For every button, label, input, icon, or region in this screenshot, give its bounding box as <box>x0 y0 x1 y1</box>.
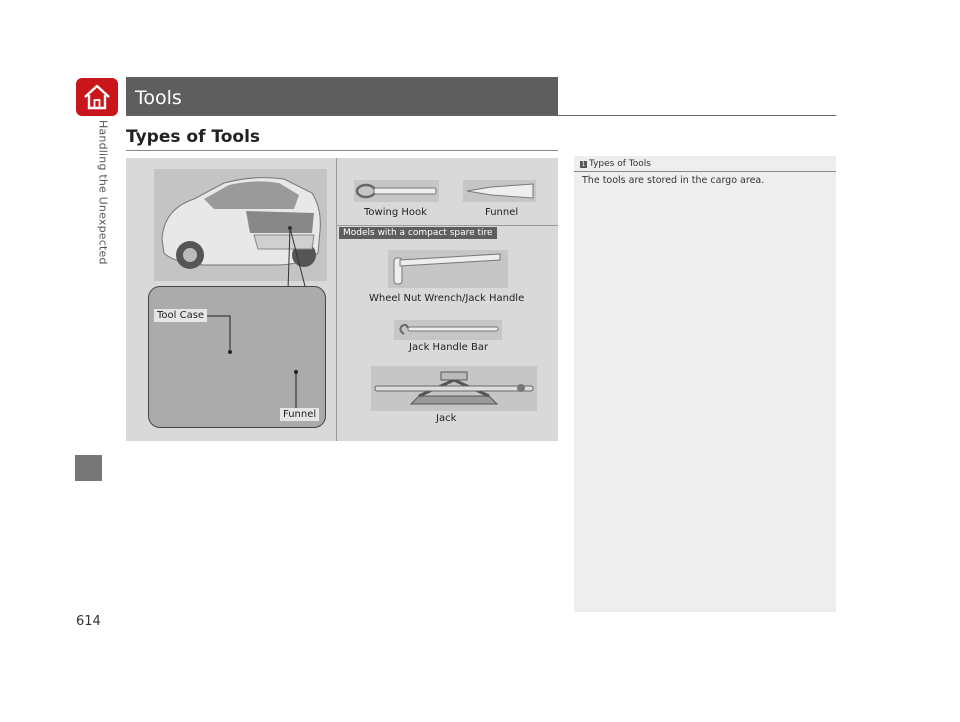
jack-illustration <box>371 366 537 411</box>
jack-handle-bar-illustration <box>394 320 502 340</box>
tool-case-label: Tool Case <box>154 309 207 322</box>
wheel-nut-wrench-illustration <box>388 250 508 288</box>
jack-icon <box>371 366 537 411</box>
callout-lines <box>276 218 316 290</box>
section-tab[interactable] <box>75 455 102 481</box>
funnel-illustration <box>463 180 536 202</box>
figure-divider <box>337 225 558 226</box>
note-icon: 1 <box>581 160 586 168</box>
wheel-nut-wrench-label: Wheel Nut Wrench/Jack Handle <box>369 293 525 304</box>
funnel-case-label: Funnel <box>280 408 319 421</box>
jack-label: Jack <box>436 413 457 424</box>
towing-hook-label: Towing Hook <box>364 207 427 218</box>
towing-hook-icon <box>354 180 439 202</box>
note-heading <box>580 159 651 169</box>
section-divider <box>126 150 558 151</box>
section-tab-label: Handling the Unexpected <box>96 120 110 265</box>
note-heading-text: Types of Tools <box>589 159 651 169</box>
page-title: Tools <box>126 77 558 115</box>
title-divider <box>126 115 836 116</box>
figure-divider <box>336 158 337 441</box>
home-icon <box>82 83 112 111</box>
jack-handle-bar-icon <box>394 320 502 340</box>
models-tag: Models with a compact spare tire <box>339 227 497 239</box>
towing-hook-illustration <box>354 180 439 202</box>
home-button[interactable] <box>76 78 118 116</box>
wrench-icon <box>388 250 508 288</box>
page-number: 614 <box>76 614 101 629</box>
note-text: The tools are stored in the cargo area. <box>582 175 765 186</box>
tools-figure <box>126 158 558 441</box>
jack-handle-bar-label: Jack Handle Bar <box>409 342 489 353</box>
funnel-label: Funnel <box>485 207 519 218</box>
funnel-icon <box>463 180 536 202</box>
section-title: Types of Tools <box>126 127 261 147</box>
note-divider <box>574 171 836 172</box>
side-note <box>574 156 836 612</box>
